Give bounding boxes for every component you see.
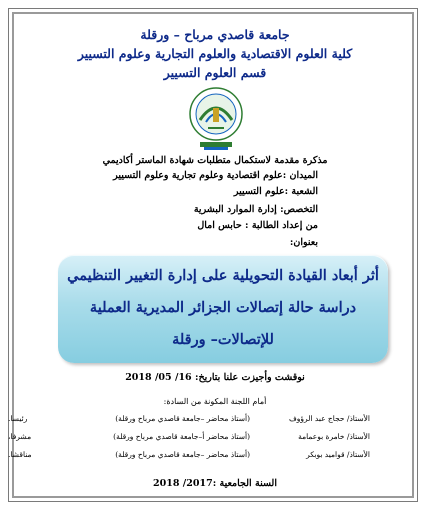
university-seal-icon	[186, 84, 246, 152]
memo-student: من إعداد الطالبة : حابس امال	[197, 220, 318, 231]
jury-member-row	[8, 414, 370, 428]
jury-member-row	[8, 450, 370, 464]
thesis-title-line-3: للإتصالات– ورقلة	[172, 331, 274, 348]
jury-member-position: (أستاذ محاضر أ–جامعة قاصدي مرباح ورقلة)	[113, 432, 250, 441]
jury-member-name: الأستاذ/ قواميد بوبكر	[306, 450, 370, 459]
memo-type: مذكرة مقدمة لاستكمال متطلبات شهادة الماستر أكاديمي	[102, 155, 328, 166]
jury-member-role: مشرفا،	[8, 432, 32, 441]
jury-member-role: مناقشا.	[8, 450, 32, 459]
memo-field: الميدان :علوم اقتصادية وعلوم تجارية وعلوم التسيير	[113, 170, 318, 181]
faculty-name: كلية العلوم الاقتصادية والعلوم التجارية وعلوم التسيير	[77, 46, 353, 61]
memo-branch: الشعبة :علوم التسيير	[233, 186, 318, 197]
memo-title-label: بعنوان:	[289, 237, 318, 248]
jury-member-role: رئيسا.	[8, 414, 28, 423]
university-name: جامعة قاصدي مرباح – ورقلة	[140, 27, 290, 42]
academic-year: السنة الجامعية :2017/ 2018	[153, 478, 277, 489]
defense-date: نوقشت وأجيزت علنا بتاريخ: 16/ 05/ 2018	[125, 372, 305, 383]
jury-member-name: الأستاذ/ خامرة بوعمامة	[298, 432, 370, 441]
jury-member-position: (أستاذ محاضر –جامعة قاصدي مرباح ورقلة)	[115, 414, 250, 423]
memo-specialty: التخصص: إدارة الموارد البشرية	[193, 204, 318, 215]
thesis-title-line-1: أثر أبعاد القيادة التحويلية على إدارة التغيير التنظيمي	[67, 267, 379, 284]
thesis-title-box	[58, 255, 388, 363]
jury-member-row	[8, 432, 370, 446]
jury-member-name: الأستاذ/ حجاج عبد الرؤوف	[288, 414, 370, 423]
department-name: قسم العلوم التسيير	[163, 65, 267, 80]
thesis-title-line-2: دراسة حالة إتصالات الجزائر المديرية العملية	[89, 299, 357, 316]
jury-title: أمام اللجنة المكونة من السادة:	[163, 397, 267, 406]
jury-member-position: (أستاذ محاضر –جامعة قاصدي مرباح ورقلة)	[115, 450, 250, 459]
